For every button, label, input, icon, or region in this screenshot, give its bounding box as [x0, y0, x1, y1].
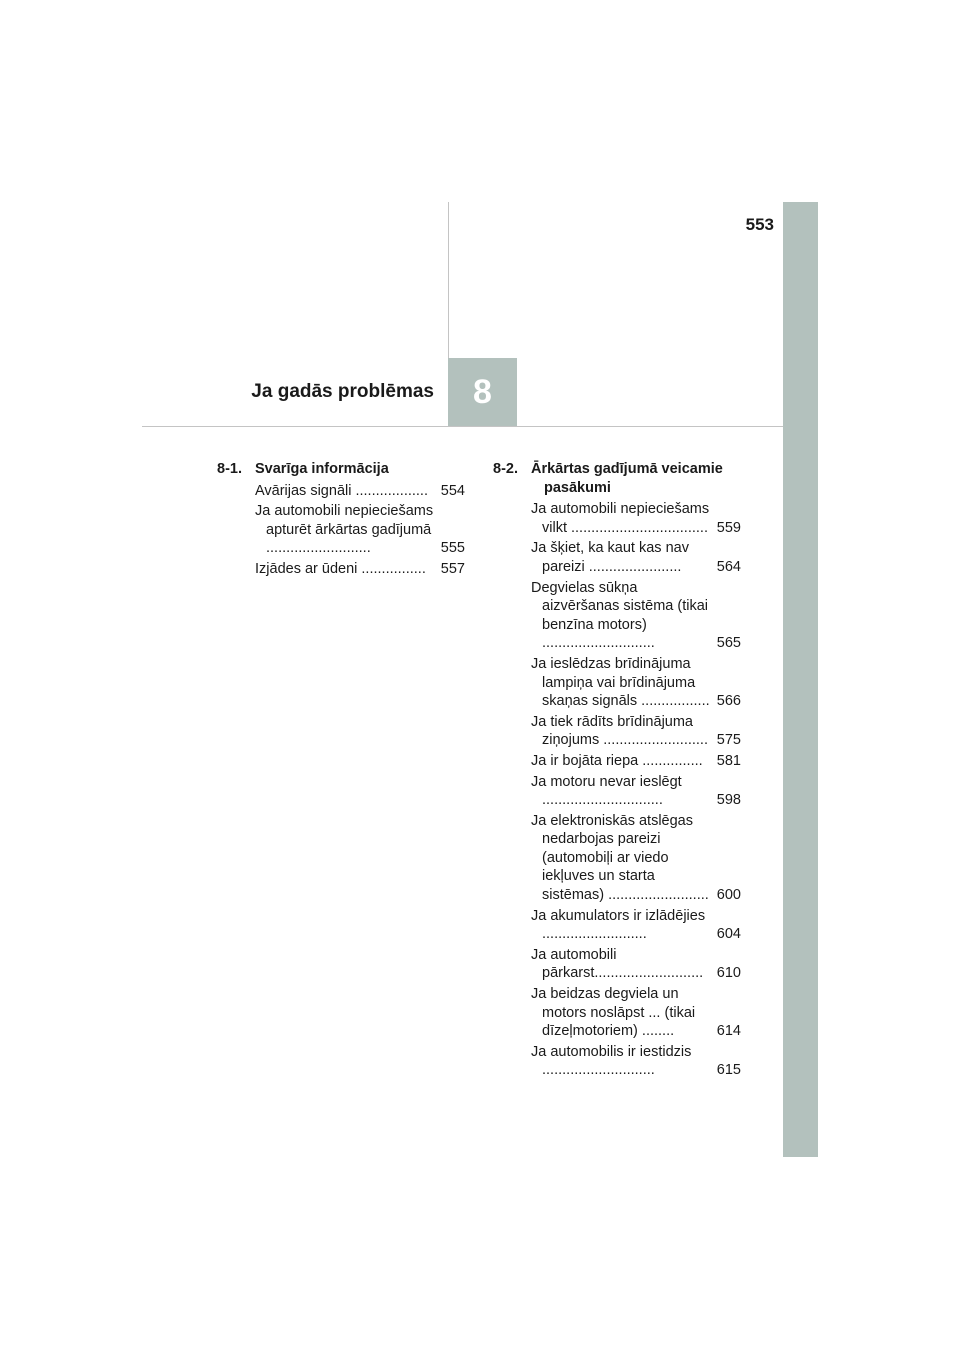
toc-entry-page: 555: [440, 540, 465, 557]
toc-entry-text: Ja automobili nepieciešams apturēt ārkārtas gadījumā ..........................: [255, 503, 434, 557]
toc-entry-text: Avārijas signāli ..................: [255, 482, 428, 499]
toc-entry-page: 559: [716, 519, 741, 536]
toc-entry[interactable]: [531, 500, 741, 537]
toc-entry-text: Ja beidzas degviela un motors noslāpst ... (tikai dīzeļmotoriem) ........: [531, 986, 696, 1040]
header-rule: [142, 426, 783, 427]
section-heading: [493, 460, 741, 497]
toc-entry[interactable]: [531, 1043, 741, 1080]
toc-entry-page: 615: [716, 1062, 741, 1079]
toc-entry-text: Ja šķiet, ka kaut kas nav pareizi .......................: [531, 540, 689, 575]
toc-entry[interactable]: [255, 482, 465, 501]
toc-entry-text: Ja ieslēdzas brīdinājuma lampiņa vai brīdinājuma skaņas signāls .................: [531, 655, 710, 710]
toc-entry-page: 566: [716, 693, 741, 710]
chapter-title: Ja gadās problēmas: [251, 381, 434, 402]
toc-entry-page: 565: [716, 635, 741, 652]
toc-entry[interactable]: [255, 560, 465, 579]
chapter-side-tab: [783, 202, 818, 1157]
vertical-divider: [448, 202, 449, 358]
toc-entry[interactable]: [531, 655, 741, 711]
toc-entry-page: 564: [716, 558, 741, 575]
toc-entry-text: Ja ir bojāta riepa ...............: [531, 752, 703, 769]
toc-entry-text: Ja motoru nevar ieslēgt ..............................: [531, 773, 682, 809]
toc-entry-text: Ja elektroniskās atslēgas nedarbojas pareizi (automobiļi ar viedo iekļuves un starta sistēmas) .........................: [531, 812, 709, 904]
chapter-number: 8: [473, 372, 492, 411]
toc-entry-text: Izjādes ar ūdeni ................: [255, 560, 426, 577]
toc-entry[interactable]: [531, 713, 741, 750]
toc-entry[interactable]: [531, 539, 741, 576]
toc-entry-page: 614: [716, 1023, 741, 1040]
section-number: 8-2.: [493, 461, 518, 477]
toc-entry[interactable]: [255, 502, 465, 558]
chapter-number-box: [448, 358, 517, 426]
toc-entry[interactable]: [531, 752, 741, 771]
toc-entry[interactable]: [531, 985, 741, 1041]
toc-entry[interactable]: [531, 773, 741, 810]
toc-entry-text: Ja akumulators ir izlādējies ..........................: [531, 907, 706, 943]
section-title: Svarīga informācija: [255, 461, 389, 477]
toc-entry[interactable]: [531, 812, 741, 905]
toc-entry-page: 598: [716, 792, 741, 809]
toc-section-8-2: [493, 460, 741, 1082]
toc-entry-text: Ja automobili pārkarst...........................: [531, 946, 704, 982]
section-title: Ārkārtas gadījumā veicamie pasākumi: [531, 461, 723, 496]
toc-entry[interactable]: [531, 946, 741, 983]
toc-entry-page: 575: [716, 732, 741, 749]
section-number: 8-1.: [217, 461, 242, 477]
toc-entry-page: 604: [716, 926, 741, 943]
toc-entry-text: Ja automobilis ir iestidzis ............................: [531, 1043, 692, 1079]
toc-entry-text: Ja automobili nepieciešams vilkt ..................................: [531, 501, 710, 536]
toc-section-8-1: [217, 460, 465, 581]
section-heading: [217, 460, 465, 479]
toc-entry[interactable]: [531, 579, 741, 653]
toc-entry[interactable]: [531, 907, 741, 944]
page-number: 553: [745, 215, 774, 234]
toc-entry-text: Degvielas sūkņa aizvēršanas sistēma (tikai benzīna motors) ............................: [531, 579, 708, 652]
toc-entry-page: 557: [440, 560, 465, 577]
toc-entry-text: Ja tiek rādīts brīdinājuma ziņojums ..........................: [531, 713, 708, 749]
toc-entry-page: 600: [716, 887, 741, 904]
toc-entry-page: 554: [440, 482, 465, 499]
toc-entry-page: 581: [716, 752, 741, 769]
toc-entry-page: 610: [716, 965, 741, 982]
